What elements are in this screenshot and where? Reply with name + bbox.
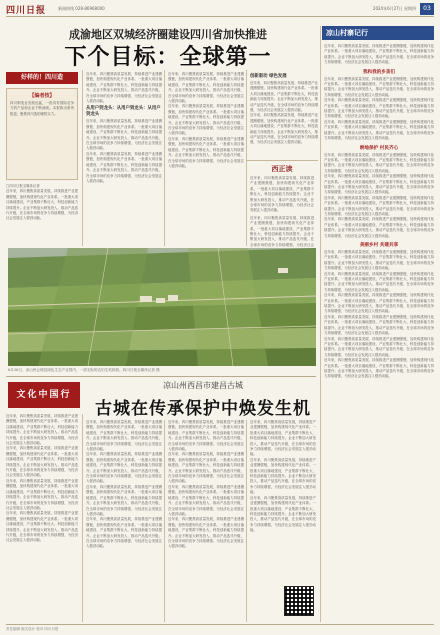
column-text: 近年来，四川聚焦高质量发展，持续推进产业建圈强链，加快构建现代化产业体系。一批重大项目落地建设，产业集群不断壮大，科技创新能力持续提升。企业不断加大研发投入，推动产品迭代升级，在全球市场的竞争力持续增强，为经济社会发展注入强劲动能。 [250, 495, 316, 533]
column-text: 近年来，四川聚焦高质量发展，持续推进产业建圈强链，加快构建现代化产业体系。一批重大项目落地建设，产业集群不断壮大，科技创新能力持续提升。企业不断加大研发投入，推动产品迭代升级，在全球市场的竞争力持续增强，为经济社会发展注入强劲动能。 [86, 119, 162, 151]
column-text: 近年来，四川聚焦高质量发展，持续推进产业建圈强链，加快构建现代化产业体系。一批重大项目落地建设，产业集群不断壮大，科技创新能力持续提升。企业不断加大研发投入，推动产品迭代升级，在全球市场的竞争力持续增强，为经济社会发展注入强劲动能。 [324, 358, 434, 379]
right-column-article [324, 44, 434, 622]
column-divider [82, 414, 83, 622]
column-text: 近年来，四川聚焦高质量发展，持续推进产业建圈强链，加快构建现代化产业体系。一批重大项目落地建设，产业集群不断壮大，科技创新能力持续提升。企业不断加大研发投入，推动产品迭代升级，在全球市场的竞争力持续增强，为经济社会发展注入强劲动能。 [168, 517, 244, 549]
qr-code [284, 586, 314, 616]
commentary-text: 近年来，四川聚焦高质量发展，持续推进产业建圈强链，加快构建现代化产业体系。一批重大项目落地建设，产业集群不断壮大，科技创新能力持续提升。企业不断加大研发投入，推动产品迭代升级，在全球市场的竞争力持续增强，为经济社会发展注入强劲动能。 [250, 176, 314, 213]
column-text: 近年来，四川聚焦高质量发展，持续推进产业建圈强链，加快构建现代化产业体系。一批重大项目落地建设，产业集群不断壮大，科技创新能力持续提升。企业不断加大研发投入，推动产品迭代升级，在全球市场的竞争力持续增强，为经济社会发展注入强劲动能。 [324, 44, 434, 65]
column-text: 近年来，四川聚焦高质量发展，持续推进产业建圈强链，加快构建现代化产业体系。一批重大项目落地建设，产业集群不断壮大，科技创新能力持续提升。企业不断加大研发投入，推动产品迭代升级，在全球市场的竞争力持续增强，为经济社会发展注入强劲动能。 [324, 217, 434, 238]
column-divider [164, 70, 165, 246]
article-column-4 [250, 72, 318, 158]
column-text: 近年来，四川聚焦高质量发展，持续推进产业建圈强链，加快构建现代化产业体系。一批重大项目落地建设，产业集群不断壮大，科技创新能力持续提升。企业不断加大研发投入，推动产品迭代升级，在全球市场的竞争力持续增强，为经济社会发展注入强劲动能。 [86, 151, 162, 183]
right-column-header: 凉山村寨记行 [322, 26, 434, 40]
column-text: 近年来，四川聚焦高质量发展，持续推进产业建圈强链，加快构建现代化产业体系。一批重大项目落地建设，产业集群不断壮大，科技创新能力持续提升。企业不断加大研发投入，推动产品迭代升级，在全球市场的竞争力持续增强，为经济社会发展注入强劲动能。 [324, 195, 434, 216]
newspaper-logo: 四川日报 [6, 6, 47, 16]
second-column-2 [86, 420, 162, 622]
column-text: 近年来，四川聚焦高质量发展，持续推进产业建圈强链，加快构建现代化产业体系。一批重大项目落地建设，产业集群不断壮大，科技创新能力持续提升。企业不断加大研发投入，推动产品迭代升级，在全球市场的竞争力持续增强，为经济社会发展注入强劲动能。 [86, 484, 162, 516]
page-number: 03 [420, 3, 434, 15]
photo-caption: 6月26日，凉山州会理县绿色生态产业园内，一望无际的农田生机勃勃。四川日报全媒体记者 摄 [8, 368, 160, 372]
masthead [6, 3, 434, 17]
column-text: 近年来，四川聚焦高质量发展，持续推进产业建圈强链，加快构建现代化产业体系。一批重大项目落地建设，产业集群不断壮大，科技创新能力持续提升。企业不断加大研发投入，推动产品迭代升级，在全球市场的竞争力持续增强，为经济社会发展注入强劲动能。 [6, 511, 78, 543]
article-subhead: 创新驱动 绿色发展 [250, 74, 287, 79]
issue-date: 2024年6月27日 星期四 [372, 6, 416, 11]
column-text: 近年来，四川聚焦高质量发展，持续推进产业建圈强链，加快构建现代化产业体系。一批重大项目落地建设，产业集群不断壮大，科技创新能力持续提升。企业不断加大研发投入，推动产品迭代升级，在全球市场的竞争力持续增强，为经济社会发展注入强劲动能。 [168, 104, 244, 136]
column-text: 近年来，四川聚焦高质量发展，持续推进产业建圈强链，加快构建现代化产业体系。一批重大项目落地建设，产业集群不断壮大，科技创新能力持续提升。企业不断加大研发投入，推动产品迭代升级，在全球市场的竞争力持续增强，为经济社会发展注入强劲动能。 [250, 113, 318, 145]
column-text: 近年来，四川聚焦高质量发展，持续推进产业建圈强链，加快构建现代化产业体系。一批重大项目落地建设，产业集群不断壮大，科技创新能力持续提升。企业不断加大研发投入，推动产品迭代升级，在全球市场的竞争力持续增强，为经济社会发展注入强劲动能。 [6, 478, 78, 510]
series-tag: 好样的！四川造 [6, 72, 78, 84]
column-text: 近年来，四川聚焦高质量发展，持续推进产业建圈强链，加快构建现代化产业体系。一批重大项目落地建设，产业集群不断壮大，科技创新能力持续提升。企业不断加大研发投入，推动产品迭代升级，在全球市场的竞争力持续增强，为经济社会发展注入强劲动能。 [168, 484, 244, 516]
article-subhead: 从用户到龙头：从用户到龙头：从用户到龙头 [86, 106, 161, 118]
aerial-farmland-photo [8, 248, 316, 366]
editor-note-title: 【编者按】 [29, 93, 55, 99]
article-column-2 [86, 72, 162, 246]
second-column-4 [250, 420, 316, 582]
second-kicker: 凉山州西昌市建昌古城 [163, 381, 243, 390]
column-text: 近年来，四川聚焦高质量发展，持续推进产业建圈强链，加快构建现代化产业体系。一批重大项目落地建设，产业集群不断壮大，科技创新能力持续提升。企业不断加大研发投入，推动产品迭代升级，在全球市场的竞争力持续增强，为经济社会发展注入强劲动能。 [250, 81, 318, 113]
column-text: 近年来，四川聚焦高质量发展，持续推进产业建圈强链，加快构建现代化产业体系。一批重大项目落地建设，产业集群不断壮大，科技创新能力持续提升。企业不断加大研发投入，推动产品迭代升级，在全球市场的竞争力持续增强，为经济社会发展注入强劲动能。 [324, 152, 434, 173]
column-text: 近年来，四川聚焦高质量发展，持续推进产业建圈强链，加快构建现代化产业体系。一批重大项目落地建设，产业集群不断壮大，科技创新能力持续提升。企业不断加大研发投入，推动产品迭代升级，在全球市场的竞争力持续增强，为经济社会发展注入强劲动能。 [324, 271, 434, 292]
column-text: 近年来，四川聚焦高质量发展，持续推进产业建圈强链，加快构建现代化产业体系。一批重大项目落地建设，产业集群不断壮大，科技创新能力持续提升。企业不断加大研发投入，推动产品迭代升级，在全球市场的竞争力持续增强，为经济社会发展注入强劲动能。 [168, 420, 244, 452]
column-text: 近年来，四川聚焦高质量发展，持续推进产业建圈强链，加快构建现代化产业体系。一批重大项目落地建设，产业集群不断壮大，科技创新能力持续提升。企业不断加大研发投入，推动产品迭代升级，在全球市场的竞争力持续增强，为经济社会发展注入强劲动能。 [6, 446, 78, 478]
column-divider [82, 70, 83, 246]
column-text: 近年来，四川聚焦高质量发展，持续推进产业建圈强链，加快构建现代化产业体系。一批重大项目落地建设，产业集群不断壮大，科技创新能力持续提升。企业不断加大研发投入，推动产品迭代升级，在全球市场的竞争力持续增强，为经济社会发展注入强劲动能。 [6, 189, 78, 221]
second-column-3 [168, 420, 244, 622]
article-column-1 [6, 184, 78, 246]
column-text: 近年来，四川聚焦高质量发展，持续推进产业建圈强链，加快构建现代化产业体系。一批重大项目落地建设，产业集群不断壮大，科技创新能力持续提升。企业不断加大研发投入，推动产品迭代升级，在全球市场的竞争力持续增强，为经济社会发展注入强劲动能。 [324, 119, 434, 141]
right-subhead: 我和我的乡亲们 [362, 69, 396, 75]
second-column-1 [6, 414, 78, 622]
column-text: 近年来，四川聚焦高质量发展，持续推进产业建圈强链，加快构建现代化产业体系。一批重大项目落地建设，产业集群不断壮大，科技创新能力持续提升。企业不断加大研发投入，推动产品迭代升级，在全球市场的竞争力持续增强，为经济社会发展注入强劲动能。 [250, 420, 316, 457]
right-column-divider [320, 26, 321, 622]
column-text: 近年来，四川聚焦高质量发展，持续推进产业建圈强链，加快构建现代化产业体系。一批重大项目落地建设，产业集群不断壮大，科技创新能力持续提升。企业不断加大研发投入，推动产品迭代升级，在全球市场的竞争力持续增强，为经济社会发展注入强劲动能。 [168, 72, 244, 104]
column-divider [246, 420, 247, 622]
commentary-box [246, 160, 318, 260]
column-text: 近年来，四川聚焦高质量发展，持续推进产业建圈强链，加快构建现代化产业体系。一批重大项目落地建设，产业集群不断壮大，科技创新能力持续提升。企业不断加大研发投入，推动产品迭代升级，在全球市场的竞争力持续增强，为经济社会发展注入强劲动能。 [324, 336, 434, 357]
page-footer: 责任编辑 版式设计 校对 四川日报 [6, 624, 434, 632]
column-text: 近年来，四川聚焦高质量发展，持续推进产业建圈强链，加快构建现代化产业体系。一批重大项目落地建设，产业集群不断壮大，科技创新能力持续提升。企业不断加大研发投入，推动产品迭代升级，在全球市场的竞争力持续增强，为经济社会发展注入强劲动能。 [324, 314, 434, 336]
editor-note-box [6, 88, 78, 180]
column-text: 近年来，四川聚焦高质量发展，持续推进产业建圈强链，加快构建现代化产业体系。一批重大项目落地建设，产业集群不断壮大，科技创新能力持续提升。企业不断加大研发投入，推动产品迭代升级，在全球市场的竞争力持续增强，为经济社会发展注入强劲动能。 [86, 517, 162, 549]
section-divider [6, 376, 316, 377]
column-text: 近年来，四川聚焦高质量发展，持续推进产业建圈强链，加快构建现代化产业体系。一批重大项目落地建设，产业集群不断壮大，科技创新能力持续提升。企业不断加大研发投入，推动产品迭代升级，在全球市场的竞争力持续增强，为经济社会发展注入强劲动能。 [324, 76, 434, 97]
main-kicker: 成渝地区双城经济圈建设四川省加快推进 [69, 28, 267, 41]
column-text: 近年来，四川聚焦高质量发展，持续推进产业建圈强链，加快构建现代化产业体系。一批重大项目落地建设，产业集群不断壮大，科技创新能力持续提升。企业不断加大研发投入，推动产品迭代升级，在全球市场的竞争力持续增强，为经济社会发展注入强劲动能。 [168, 452, 244, 484]
column-text: 近年来，四川聚焦高质量发展，持续推进产业建圈强链，加快构建现代化产业体系。一批重大项目落地建设，产业集群不断壮大，科技创新能力持续提升。企业不断加大研发投入，推动产品迭代升级，在全球市场的竞争力持续增强，为经济社会发展注入强劲动能。 [324, 174, 434, 195]
column-text: 近年来，四川聚焦高质量发展，持续推进产业建圈强链，加快构建现代化产业体系。一批重大项目落地建设，产业集群不断壮大，科技创新能力持续提升。企业不断加大研发投入，推动产品迭代升级，在全球市场的竞争力持续增强，为经济社会发展注入强劲动能。 [6, 414, 78, 446]
column-text: 近年来，四川聚焦高质量发展，持续推进产业建圈强链，加快构建现代化产业体系。一批重大项目落地建设，产业集群不断壮大，科技创新能力持续提升。企业不断加大研发投入，推动产品迭代升级，在全球市场的竞争力持续增强，为经济社会发展注入强劲动能。 [250, 457, 316, 495]
column-text: 近年来，四川聚焦高质量发展，持续推进产业建圈强链，加快构建现代化产业体系。一批重大项目落地建设，产业集群不断壮大，科技创新能力持续提升。企业不断加大研发投入，推动产品迭代升级，在全球市场的竞争力持续增强，为经济社会发展注入强劲动能。 [86, 72, 162, 104]
editor-note-text: 四川制造业发展迅猛，一批具有国际竞争力的产品和企业不断涌现。本报推出系列报道，聚焦四川造的硬核实力。 [10, 101, 74, 116]
column-text: 近年来，四川聚焦高质量发展，持续推进产业建圈强链，加快构建现代化产业体系。一批重大项目落地建设，产业集群不断壮大，科技创新能力持续提升。企业不断加大研发投入，推动产品迭代升级，在全球市场的竞争力持续增强，为经济社会发展注入强劲动能。 [324, 250, 434, 271]
column-text: 近年来，四川聚焦高质量发展，持续推进产业建圈强链，加快构建现代化产业体系。一批重大项目落地建设，产业集群不断壮大，科技创新能力持续提升。企业不断加大研发投入，推动产品迭代升级，在全球市场的竞争力持续增强，为经济社会发展注入强劲动能。 [86, 452, 162, 484]
commentary-text: 近年来，四川聚焦高质量发展，持续推进产业建圈强链，加快构建现代化产业体系。一批重大项目落地建设，产业集群不断壮大，科技创新能力持续提升。企业不断加大研发投入，推动产品迭代升级，在全球市场的竞争力持续增强，为经济社会 [250, 215, 314, 247]
culture-section-tag: 文化中国行 [8, 382, 80, 408]
article-column-3 [168, 72, 244, 246]
main-headline: 下个目标：全球第一 [64, 45, 272, 70]
right-subhead: 耕地保护 村民齐心 [359, 145, 399, 151]
column-text: 近年来，四川聚焦高质量发展，持续推进产业建圈强链，加快构建现代化产业体系。一批重大项目落地建设，产业集群不断壮大，科技创新能力持续提升。企业不断加大研发投入，推动产品迭代升级，在全球市场的竞争力持续增强，为经济社会发展注入强劲动能。 [324, 293, 434, 314]
hotline-info: 新闻热线 028-86968000 [58, 6, 105, 11]
column-divider [164, 420, 165, 622]
column-text: 近年来，四川聚焦高质量发展，持续推进产业建圈强链，加快构建现代化产业体系。一批重大项目落地建设，产业集群不断壮大，科技创新能力持续提升。企业不断加大研发投入，推动产品迭代升级，在全球市场的竞争力持续增强，为经济社会发展注入强劲动能。 [168, 136, 244, 168]
commentary-title: 西正读 [271, 164, 293, 173]
byline: □四川日报全媒体记者 [6, 184, 40, 188]
column-text: 近年来，四川聚焦高质量发展，持续推进产业建圈强链，加快构建现代化产业体系。一批重大项目落地建设，产业集群不断壮大，科技创新能力持续提升。企业不断加大研发投入，推动产品迭代升级，在全球市场的竞争力持续增强，为经济社会发展注入强劲动能。 [324, 98, 434, 119]
right-subhead: 美丽乡村 共建共享 [359, 243, 399, 248]
second-headline: 古城在传承保护中焕发生机 [95, 399, 311, 419]
column-text: 近年来，四川聚焦高质量发展，持续推进产业建圈强链，加快构建现代化产业体系。一批重大项目落地建设，产业集群不断壮大，科技创新能力持续提升。企业不断加大研发投入，推动产品迭代升级，在全球市场的竞争力持续增强，为经济社会发展注入强劲动能。 [86, 420, 162, 452]
